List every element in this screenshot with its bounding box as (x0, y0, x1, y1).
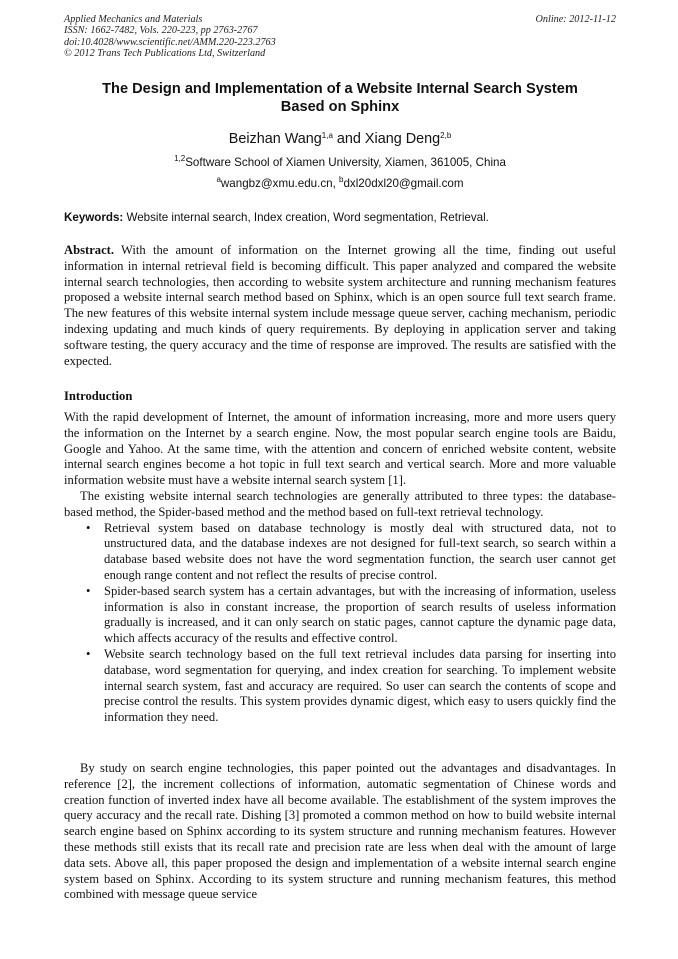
abstract-text: With the amount of information on the Internet growing all the time, finding out useful information in internal retrieval field is becoming difficult. This paper analyzed and compared the website internal search technologies, then according to website system architecture and running mechanism features proposed a website internal search method based on Sphinx, which is an open source full text search frame. The new features of this website internal system include message queue server, caching mechanism, periodic indexing updating and much kinds of query requirements. By deploying in application server and taking software testing, the query accuracy and the time of response are improved. The results are satisfied with the expected. (64, 243, 616, 368)
section-heading-introduction: Introduction (64, 389, 133, 403)
intro-paragraph-2: The existing website internal search technologies are generally attributed to three types: the database-based method, the Spider-based method and the method based on full-text retrieval technology. (64, 488, 616, 519)
intro-paragraph-3-block (64, 761, 616, 903)
journal-header (64, 14, 616, 60)
abstract (64, 243, 616, 369)
bullet-icon: • (86, 583, 91, 598)
affiliation (64, 155, 616, 170)
journal-name: Applied Mechanics and Materials (64, 14, 203, 25)
email-b: dxl20dxl20@gmail.com (343, 177, 464, 190)
affiliation-text: Software School of Xiamen University, Xiamen, 361005, China (185, 156, 506, 169)
intro-paragraph-3: By study on search engine technologies, this paper pointed out the advantages and disadvantages. In reference [2], the increment collections of information, automatic segmentation of Chinese words and creation function of inverted index have all become available. The establishment of the system improves the query accuracy and the recall rate. Dishing [3] promoted a common method on how to build website internal search engine based on Sphinx according to its system structure and running mechanism features. However these methods still exists that its recall rate and precision rate are less when deal with the amount of large data sets. Above all, this paper proposed the design and implementation of a website internal search engine system based on Sphinx. According to its system structure and running mechanism features, this method combined with message queue service (64, 761, 616, 902)
author-emails (64, 176, 616, 191)
list-item (64, 584, 616, 647)
affiliation-marker: 1,2 (174, 154, 186, 163)
list-item (64, 647, 616, 726)
author-1-affiliation: 1,a (321, 131, 333, 140)
intro-paragraph-1: With the rapid development of Internet, the amount of information increasing, more and more users query the information on the Internet by a search engine. Now, the most popular search engine tools are Baidu, Google and Yahoo. At the same time, with the attention and concern of enriched website content, website internal search engines become a hot topic in full text search and vertical search. More and more valuable information website must have a website internal search system [1]. (64, 410, 616, 488)
keywords-label: Keywords: (64, 211, 124, 224)
bullet-text: Retrieval system based on database technology is mostly deal with structured data, not to unstructured data, and the database indexes are not designed for full-text search, so search within a database based website does not have the word segmentation function, the search user cannot get enough range content and not reflect the results of precise control. (104, 520, 616, 582)
intro-bullet-list (64, 521, 616, 726)
list-item (64, 521, 616, 584)
bullet-text: Website search technology based on the full text retrieval includes data parsing for inserting into database, word segmentation for querying, and index creation for searching. To implement website internal search system, fast and accuracy are required. So user can search the contents of scope and precise control the results. This system provides dynamic digest, which easy to users quickly find the information they need. (104, 646, 616, 725)
bullet-icon: • (86, 520, 91, 535)
issn-line: ISSN: 1662-7482, Vols. 220-223, pp 2763-2767 (64, 25, 258, 37)
introduction-body (64, 410, 616, 726)
abstract-label: Abstract. (64, 243, 115, 257)
paper-title (64, 80, 616, 116)
email-marker-a: a (216, 175, 221, 184)
copyright-line: © 2012 Trans Tech Publications Ltd, Switzerland (64, 48, 266, 60)
email-marker-b: b (339, 175, 344, 184)
keywords-text: Website internal search, Index creation, Word segmentation, Retrieval. (123, 211, 489, 224)
author-list (64, 130, 616, 148)
bullet-icon: • (86, 646, 91, 661)
online-date: Online: 2012-11-12 (535, 14, 616, 25)
doi-line: doi:10.4028/www.scientific.net/AMM.220-223.2763 (64, 36, 276, 48)
title-line-1: The Design and Implementation of a Website Internal Search System (102, 81, 578, 97)
author-2: Xiang Deng (364, 131, 441, 147)
bullet-text: Spider-based search system has a certain advantages, but with the increasing of information, useless information is also in constant increase, the proportion of search results of useless information gradually is increased, and it can only search on static pages, cannot capture the dynamic page data, which affects accuracy of the results and effective control. (104, 583, 616, 646)
title-line-2: Based on Sphinx (280, 99, 400, 115)
keywords (64, 211, 616, 225)
author-2-affiliation: 2,b (440, 131, 452, 140)
email-a: wangbz@xmu.edu.cn, (220, 177, 340, 190)
author-1: Beizhan Wang (228, 131, 322, 147)
author-connector: and (332, 131, 365, 147)
